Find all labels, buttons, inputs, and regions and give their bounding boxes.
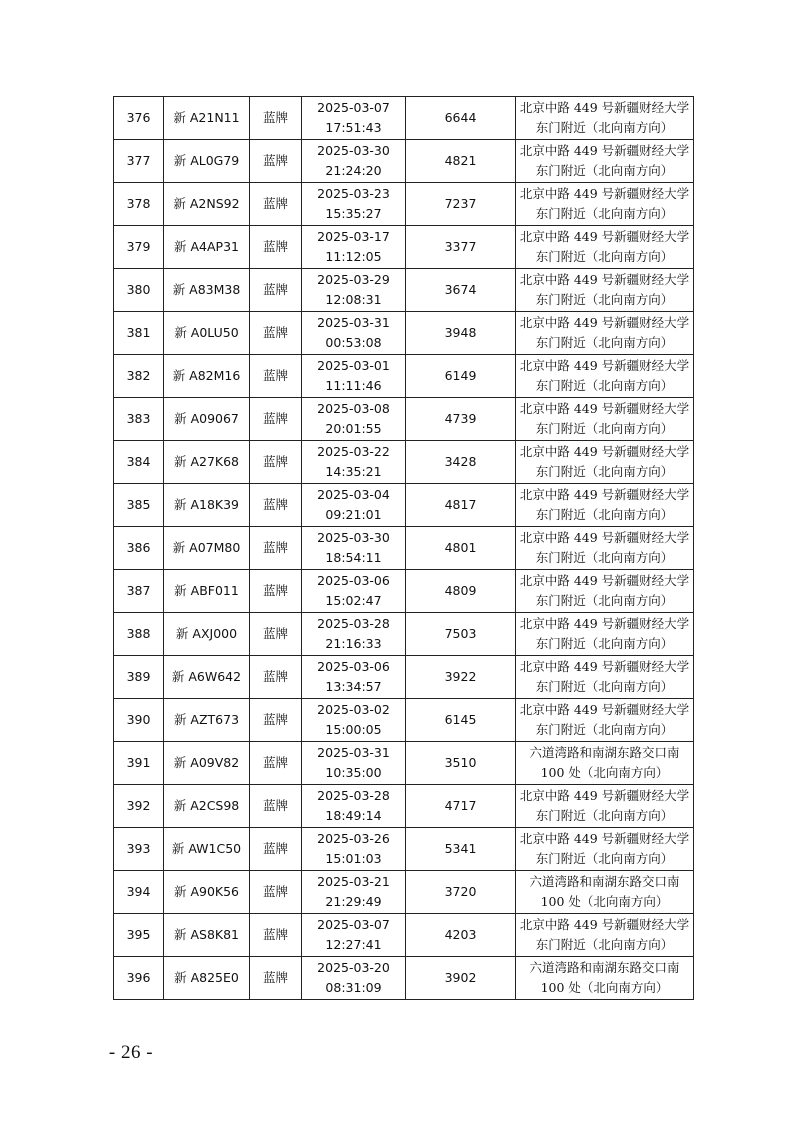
plate-type-cell: 蓝牌 bbox=[250, 871, 302, 914]
row-number-cell: 384 bbox=[114, 441, 164, 484]
capture-datetime-cell bbox=[302, 355, 406, 398]
location-cell: 北京中路 449 号新疆财经大学东门附近（北向南方向） bbox=[516, 140, 694, 183]
row-number-cell: 395 bbox=[114, 914, 164, 957]
row-number-cell: 392 bbox=[114, 785, 164, 828]
location-cell: 六道湾路和南湖东路交口南 100 处（北向南方向） bbox=[516, 742, 694, 785]
plate-type-cell: 蓝牌 bbox=[250, 140, 302, 183]
capture-date: 2025-03-30 bbox=[317, 530, 390, 545]
table-row bbox=[114, 828, 694, 871]
plate-number-cell: 新 A2CS98 bbox=[164, 785, 250, 828]
capture-datetime-cell bbox=[302, 441, 406, 484]
capture-date: 2025-03-28 bbox=[317, 616, 390, 631]
table-row bbox=[114, 312, 694, 355]
plate-number-cell: 新 A83M38 bbox=[164, 269, 250, 312]
table-row bbox=[114, 269, 694, 312]
row-number-cell: 391 bbox=[114, 742, 164, 785]
plate-type-cell: 蓝牌 bbox=[250, 828, 302, 871]
table-row bbox=[114, 871, 694, 914]
capture-date: 2025-03-02 bbox=[317, 702, 390, 717]
capture-datetime-cell bbox=[302, 226, 406, 269]
plate-type-cell: 蓝牌 bbox=[250, 527, 302, 570]
row-number-cell: 390 bbox=[114, 699, 164, 742]
plate-number-cell: 新 A82M16 bbox=[164, 355, 250, 398]
violation-code-cell: 3720 bbox=[406, 871, 516, 914]
capture-date: 2025-03-28 bbox=[317, 788, 390, 803]
table-row bbox=[114, 957, 694, 1000]
location-cell: 北京中路 449 号新疆财经大学东门附近（北向南方向） bbox=[516, 398, 694, 441]
location-cell: 北京中路 449 号新疆财经大学东门附近（北向南方向） bbox=[516, 183, 694, 226]
plate-type-cell: 蓝牌 bbox=[250, 914, 302, 957]
violation-code-cell: 3902 bbox=[406, 957, 516, 1000]
capture-datetime-cell bbox=[302, 140, 406, 183]
capture-date: 2025-03-23 bbox=[317, 186, 390, 201]
location-cell: 北京中路 449 号新疆财经大学东门附近（北向南方向） bbox=[516, 97, 694, 140]
table-row bbox=[114, 527, 694, 570]
capture-time: 18:49:14 bbox=[325, 808, 382, 823]
table-row bbox=[114, 484, 694, 527]
plate-number-cell: 新 AXJ000 bbox=[164, 613, 250, 656]
location-cell: 北京中路 449 号新疆财经大学东门附近（北向南方向） bbox=[516, 570, 694, 613]
location-cell: 北京中路 449 号新疆财经大学东门附近（北向南方向） bbox=[516, 656, 694, 699]
location-cell: 北京中路 449 号新疆财经大学东门附近（北向南方向） bbox=[516, 785, 694, 828]
plate-number-cell: 新 ABF011 bbox=[164, 570, 250, 613]
capture-time: 09:21:01 bbox=[325, 507, 382, 522]
plate-type-cell: 蓝牌 bbox=[250, 785, 302, 828]
plate-number-cell: 新 A18K39 bbox=[164, 484, 250, 527]
capture-datetime-cell bbox=[302, 656, 406, 699]
capture-date: 2025-03-08 bbox=[317, 401, 390, 416]
capture-time: 15:02:47 bbox=[325, 593, 382, 608]
table-row bbox=[114, 355, 694, 398]
plate-number-cell: 新 A825E0 bbox=[164, 957, 250, 1000]
plate-number-cell: 新 A09067 bbox=[164, 398, 250, 441]
row-number-cell: 382 bbox=[114, 355, 164, 398]
violation-code-cell: 3377 bbox=[406, 226, 516, 269]
capture-date: 2025-03-20 bbox=[317, 960, 390, 975]
capture-time: 18:54:11 bbox=[325, 550, 382, 565]
violation-code-cell: 3510 bbox=[406, 742, 516, 785]
plate-type-cell: 蓝牌 bbox=[250, 742, 302, 785]
row-number-cell: 388 bbox=[114, 613, 164, 656]
capture-datetime-cell bbox=[302, 785, 406, 828]
row-number-cell: 387 bbox=[114, 570, 164, 613]
row-number-cell: 389 bbox=[114, 656, 164, 699]
capture-time: 21:29:49 bbox=[325, 894, 382, 909]
row-number-cell: 386 bbox=[114, 527, 164, 570]
row-number-cell: 383 bbox=[114, 398, 164, 441]
row-number-cell: 381 bbox=[114, 312, 164, 355]
capture-time: 20:01:55 bbox=[325, 421, 382, 436]
capture-time: 10:35:00 bbox=[325, 765, 382, 780]
violation-code-cell: 3674 bbox=[406, 269, 516, 312]
capture-time: 00:53:08 bbox=[325, 335, 382, 350]
capture-date: 2025-03-29 bbox=[317, 272, 390, 287]
table-row bbox=[114, 785, 694, 828]
table-row bbox=[114, 226, 694, 269]
violation-code-cell: 4821 bbox=[406, 140, 516, 183]
capture-datetime-cell bbox=[302, 527, 406, 570]
location-cell: 北京中路 449 号新疆财经大学东门附近（北向南方向） bbox=[516, 828, 694, 871]
plate-type-cell: 蓝牌 bbox=[250, 183, 302, 226]
location-cell: 北京中路 449 号新疆财经大学东门附近（北向南方向） bbox=[516, 484, 694, 527]
capture-datetime-cell bbox=[302, 699, 406, 742]
plate-type-cell: 蓝牌 bbox=[250, 269, 302, 312]
capture-datetime-cell bbox=[302, 957, 406, 1000]
violation-code-cell: 7503 bbox=[406, 613, 516, 656]
violation-code-cell: 4801 bbox=[406, 527, 516, 570]
violation-code-cell: 3922 bbox=[406, 656, 516, 699]
row-number-cell: 394 bbox=[114, 871, 164, 914]
plate-type-cell: 蓝牌 bbox=[250, 97, 302, 140]
violation-code-cell: 6644 bbox=[406, 97, 516, 140]
location-cell: 北京中路 449 号新疆财经大学东门附近（北向南方向） bbox=[516, 226, 694, 269]
plate-type-cell: 蓝牌 bbox=[250, 570, 302, 613]
violation-code-cell: 4203 bbox=[406, 914, 516, 957]
table-row bbox=[114, 742, 694, 785]
capture-date: 2025-03-17 bbox=[317, 229, 390, 244]
capture-datetime-cell bbox=[302, 97, 406, 140]
row-number-cell: 376 bbox=[114, 97, 164, 140]
plate-type-cell: 蓝牌 bbox=[250, 355, 302, 398]
plate-type-cell: 蓝牌 bbox=[250, 699, 302, 742]
location-cell: 北京中路 449 号新疆财经大学东门附近（北向南方向） bbox=[516, 914, 694, 957]
location-cell: 北京中路 449 号新疆财经大学东门附近（北向南方向） bbox=[516, 355, 694, 398]
capture-date: 2025-03-07 bbox=[317, 917, 390, 932]
capture-date: 2025-03-31 bbox=[317, 315, 390, 330]
location-cell: 北京中路 449 号新疆财经大学东门附近（北向南方向） bbox=[516, 613, 694, 656]
row-number-cell: 377 bbox=[114, 140, 164, 183]
plate-type-cell: 蓝牌 bbox=[250, 613, 302, 656]
violation-code-cell: 4717 bbox=[406, 785, 516, 828]
capture-datetime-cell bbox=[302, 613, 406, 656]
capture-datetime-cell bbox=[302, 742, 406, 785]
plate-number-cell: 新 A27K68 bbox=[164, 441, 250, 484]
table-body bbox=[114, 97, 694, 1000]
capture-time: 21:24:20 bbox=[325, 163, 382, 178]
table-row bbox=[114, 183, 694, 226]
capture-time: 11:11:46 bbox=[325, 378, 382, 393]
capture-datetime-cell bbox=[302, 871, 406, 914]
violation-records-table bbox=[113, 96, 694, 1000]
plate-type-cell: 蓝牌 bbox=[250, 312, 302, 355]
row-number-cell: 393 bbox=[114, 828, 164, 871]
table-row bbox=[114, 570, 694, 613]
plate-number-cell: 新 AL0G79 bbox=[164, 140, 250, 183]
plate-number-cell: 新 AZT673 bbox=[164, 699, 250, 742]
violation-code-cell: 4817 bbox=[406, 484, 516, 527]
plate-number-cell: 新 AW1C50 bbox=[164, 828, 250, 871]
capture-date: 2025-03-07 bbox=[317, 100, 390, 115]
capture-datetime-cell bbox=[302, 484, 406, 527]
violation-code-cell: 6149 bbox=[406, 355, 516, 398]
capture-time: 13:34:57 bbox=[325, 679, 382, 694]
violation-code-cell: 7237 bbox=[406, 183, 516, 226]
capture-time: 17:51:43 bbox=[325, 120, 382, 135]
plate-type-cell: 蓝牌 bbox=[250, 957, 302, 1000]
violation-code-cell: 3428 bbox=[406, 441, 516, 484]
violation-code-cell: 3948 bbox=[406, 312, 516, 355]
table-row bbox=[114, 914, 694, 957]
plate-number-cell: 新 AS8K81 bbox=[164, 914, 250, 957]
capture-date: 2025-03-31 bbox=[317, 745, 390, 760]
row-number-cell: 378 bbox=[114, 183, 164, 226]
capture-time: 21:16:33 bbox=[325, 636, 382, 651]
location-cell: 北京中路 449 号新疆财经大学东门附近（北向南方向） bbox=[516, 527, 694, 570]
table-row bbox=[114, 656, 694, 699]
capture-date: 2025-03-30 bbox=[317, 143, 390, 158]
location-cell: 北京中路 449 号新疆财经大学东门附近（北向南方向） bbox=[516, 699, 694, 742]
capture-datetime-cell bbox=[302, 312, 406, 355]
row-number-cell: 396 bbox=[114, 957, 164, 1000]
capture-datetime-cell bbox=[302, 828, 406, 871]
capture-datetime-cell bbox=[302, 183, 406, 226]
capture-date: 2025-03-04 bbox=[317, 487, 390, 502]
violation-code-cell: 5341 bbox=[406, 828, 516, 871]
plate-number-cell: 新 A4AP31 bbox=[164, 226, 250, 269]
capture-datetime-cell bbox=[302, 398, 406, 441]
violation-code-cell: 4739 bbox=[406, 398, 516, 441]
capture-time: 12:08:31 bbox=[325, 292, 382, 307]
table-row bbox=[114, 97, 694, 140]
capture-date: 2025-03-06 bbox=[317, 573, 390, 588]
violation-code-cell: 4809 bbox=[406, 570, 516, 613]
table-row bbox=[114, 140, 694, 183]
location-cell: 北京中路 449 号新疆财经大学东门附近（北向南方向） bbox=[516, 312, 694, 355]
capture-time: 14:35:21 bbox=[325, 464, 382, 479]
capture-time: 15:00:05 bbox=[325, 722, 382, 737]
plate-type-cell: 蓝牌 bbox=[250, 226, 302, 269]
capture-datetime-cell bbox=[302, 914, 406, 957]
capture-time: 11:12:05 bbox=[325, 249, 382, 264]
table-row bbox=[114, 699, 694, 742]
plate-type-cell: 蓝牌 bbox=[250, 441, 302, 484]
plate-number-cell: 新 A90K56 bbox=[164, 871, 250, 914]
capture-time: 15:01:03 bbox=[325, 851, 382, 866]
plate-number-cell: 新 A2NS92 bbox=[164, 183, 250, 226]
table-row bbox=[114, 398, 694, 441]
row-number-cell: 379 bbox=[114, 226, 164, 269]
plate-number-cell: 新 A09V82 bbox=[164, 742, 250, 785]
capture-time: 15:35:27 bbox=[325, 206, 382, 221]
plate-type-cell: 蓝牌 bbox=[250, 656, 302, 699]
table-row bbox=[114, 613, 694, 656]
capture-date: 2025-03-21 bbox=[317, 874, 390, 889]
location-cell: 六道湾路和南湖东路交口南 100 处（北向南方向） bbox=[516, 871, 694, 914]
page-number: - 26 - bbox=[108, 1042, 154, 1063]
capture-datetime-cell bbox=[302, 570, 406, 613]
row-number-cell: 380 bbox=[114, 269, 164, 312]
plate-number-cell: 新 A6W642 bbox=[164, 656, 250, 699]
location-cell: 六道湾路和南湖东路交口南 100 处（北向南方向） bbox=[516, 957, 694, 1000]
capture-date: 2025-03-01 bbox=[317, 358, 390, 373]
capture-date: 2025-03-26 bbox=[317, 831, 390, 846]
plate-type-cell: 蓝牌 bbox=[250, 484, 302, 527]
table-row bbox=[114, 441, 694, 484]
location-cell: 北京中路 449 号新疆财经大学东门附近（北向南方向） bbox=[516, 441, 694, 484]
capture-datetime-cell bbox=[302, 269, 406, 312]
violation-code-cell: 6145 bbox=[406, 699, 516, 742]
location-cell: 北京中路 449 号新疆财经大学东门附近（北向南方向） bbox=[516, 269, 694, 312]
capture-time: 12:27:41 bbox=[325, 937, 382, 952]
row-number-cell: 385 bbox=[114, 484, 164, 527]
plate-number-cell: 新 A21N11 bbox=[164, 97, 250, 140]
plate-type-cell: 蓝牌 bbox=[250, 398, 302, 441]
capture-time: 08:31:09 bbox=[325, 980, 382, 995]
plate-number-cell: 新 A0LU50 bbox=[164, 312, 250, 355]
capture-date: 2025-03-06 bbox=[317, 659, 390, 674]
capture-date: 2025-03-22 bbox=[317, 444, 390, 459]
plate-number-cell: 新 A07M80 bbox=[164, 527, 250, 570]
